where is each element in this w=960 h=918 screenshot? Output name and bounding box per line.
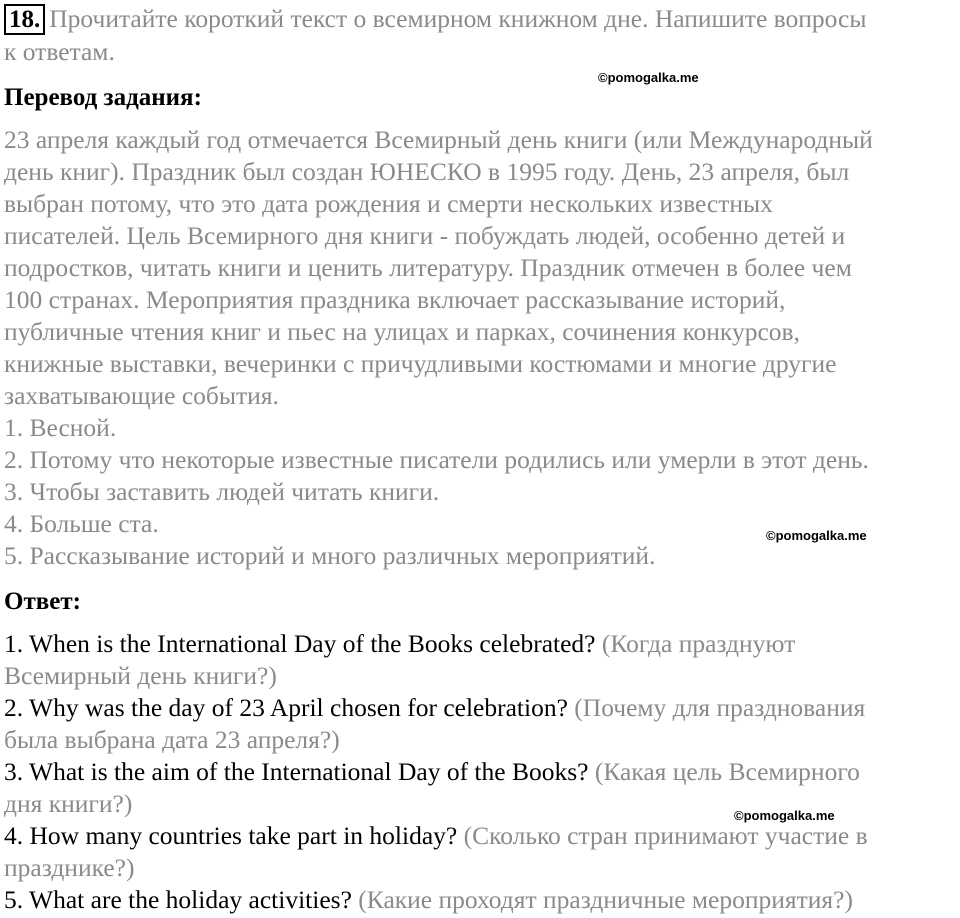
translation-line: публичные чтения книг и пьес на улицах и парках, сочинения конкурсов, — [4, 317, 800, 346]
answer-hint: 2. Потому что некоторые известные писатели родились или умерли в этот день. — [4, 445, 869, 474]
answer-list — [4, 628, 868, 916]
answer-hint: 4. Больше ста. — [4, 509, 159, 538]
answer-question: 2. Why was the day of 23 April chosen for celebration? — [4, 693, 568, 722]
answer-item — [4, 756, 868, 788]
translation-line: захватывающие события. — [4, 381, 279, 410]
answer-hint: 5. Рассказывание историй и много различных мероприятий. — [4, 541, 656, 570]
answer-heading: Ответ: — [4, 588, 81, 615]
answer-question: 5. What are the holiday activities? — [4, 885, 352, 914]
translation-line: выбран потому, что это дата рождения и смерти нескольких известных — [4, 189, 773, 218]
watermark: ©pomogalka.me — [598, 70, 699, 85]
translation-line: писателей. Цель Всемирного дня книги - побуждать людей, особенно детей и — [4, 221, 846, 250]
answer-translation-cont: дня книги?) — [4, 789, 133, 818]
translation-line: 23 апреля каждый год отмечается Всемирный день книги (или Международный — [4, 125, 873, 154]
answer-translation: (Какая цель Всемирного — [594, 757, 860, 786]
watermark: ©pomogalka.me — [766, 528, 867, 543]
answer-hint: 3. Чтобы заставить людей читать книги. — [4, 477, 440, 506]
answer-translation-cont: празднике?) — [4, 853, 135, 882]
translation-heading: Перевод задания: — [4, 84, 202, 111]
answer-translation: (Почему для празднования — [574, 693, 866, 722]
answer-translation-cont: Всемирный день книги?) — [4, 661, 277, 690]
task-header — [4, 3, 866, 35]
answer-item — [4, 884, 868, 916]
answer-item — [4, 628, 868, 660]
answer-translation: (Сколько стран принимают участие в — [463, 821, 868, 850]
translation-line: книжные выставки, вечеринки с причудливыми костюмами и многие другие — [4, 349, 837, 378]
answer-question: 4. How many countries take part in holiday? — [4, 821, 458, 850]
answer-translation: (Какие проходят праздничные мероприятия?) — [358, 885, 853, 914]
answer-question: 3. What is the aim of the International Day of the Books? — [4, 757, 589, 786]
answer-hint: 1. Весной. — [4, 413, 117, 442]
answer-translation: (Когда празднуют — [601, 629, 796, 658]
translation-line: день книг). Праздник был создан ЮНЕСКО в 1995 году. День, 23 апреля, был — [4, 157, 850, 186]
translation-text — [4, 124, 873, 572]
answer-item — [4, 692, 868, 724]
answer-item — [4, 820, 868, 852]
answer-translation-cont: была выбрана дата 23 апреля?) — [4, 725, 340, 754]
task-instruction-cont: к ответам. — [4, 37, 115, 66]
watermark: ©pomogalka.me — [734, 808, 835, 823]
task-instruction: Прочитайте короткий текст о всемирном книжном дне. Напишите вопросы — [49, 4, 867, 33]
translation-line: подростков, читать книги и ценить литературу. Праздник отмечен в более чем — [4, 253, 852, 282]
task-number: 18. — [4, 4, 45, 35]
answer-question: 1. When is the International Day of the Books celebrated? — [4, 629, 596, 658]
translation-line: 100 странах. Мероприятия праздника включает рассказывание историй, — [4, 285, 786, 314]
